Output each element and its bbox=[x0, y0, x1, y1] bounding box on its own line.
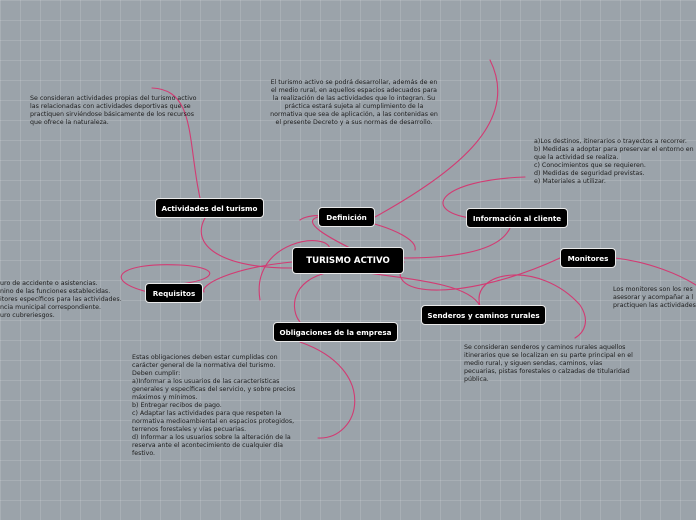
note-informacion: a)Los destinos, itinerarios o trayectos a recorrer. b) Medidas a adoptar para preservar el entorno en que la actividad se realiza. c) Conocimientos que se requieren. d) Medidas de seguridad previstas. e) Materiales a utilizar. bbox=[534, 138, 694, 185]
topic-definicion[interactable]: Definición bbox=[318, 207, 375, 227]
note-senderos: Se consideran senderos y caminos rurales aquellos itinerarios que se localizan en su parte principal en el medio rural, y siguen sendas, caminos, vías pecuarias, pistas forestales o calzadas de titularidad pública. bbox=[464, 344, 633, 383]
link-obligaciones bbox=[294, 272, 330, 322]
topic-obligaciones-de-la-empresa[interactable]: Obligaciones de la empresa bbox=[273, 322, 398, 342]
link-actividades bbox=[201, 218, 292, 268]
note-requisitos: uro de accidente o asistencias. nino de las funciones establecidas. itores específicos para las actividades. ncia municipal correspondiente. uro cubreriesgos. bbox=[0, 280, 122, 319]
topic-actividades-del-turismo[interactable]: Actividades del turismo bbox=[155, 198, 264, 218]
link-obligaciones-note bbox=[300, 342, 355, 438]
topic-informacion-al-cliente[interactable]: Información al cliente bbox=[466, 208, 568, 228]
topic-monitores[interactable]: Monitores bbox=[560, 248, 616, 268]
note-obligaciones: Estas obligaciones deben estar cumplidas con carácter general de la normativa del turismo. Deben cumplir: a)Informar a los usuarios de las características generales y específicas del servicio, y sobre precios máximos y mínimos. b) Entregar recibos de pago. c) Adaptar las actividades para que respeten la normativa medioambiental en espacios protegidos, terrenos forestales y vías pecuarias. d) Informar a los usuarios sobre la alteración de la reserva ante el acontecimiento de cualquier día festivo. bbox=[132, 354, 296, 457]
topic-senderos-y-caminos-rurales[interactable]: Senderos y caminos rurales bbox=[421, 305, 546, 325]
central-topic-turismo-activo[interactable]: TURISMO ACTIVO bbox=[292, 247, 404, 274]
link-informacion bbox=[404, 228, 510, 258]
link-monitores bbox=[400, 258, 560, 290]
note-definicion: El turismo activo se podrá desarrollar, además de en el medio rural, en aquellos espacios adecuados para la realización de las actividades que lo integran. Su práctica estará sujeta al cumplimiento de la normativa que sea de aplicación, a las contenidas en el presente Decreto y a sus normas de desarrollo. bbox=[270, 79, 438, 126]
note-actividades: Se consideran actividades propias del turismo activo las relacionadas con actividades deportivas que se practiquen sirviéndose básicamente de los recursos que ofrece la naturaleza. bbox=[30, 95, 197, 126]
link-monitores-note bbox=[615, 258, 696, 285]
link-requisitos bbox=[204, 262, 292, 292]
note-monitores: Los monitores son los res asesorar y acompañar a l practiquen las actividades bbox=[613, 286, 696, 309]
topic-requisitos[interactable]: Requisitos bbox=[145, 283, 203, 303]
